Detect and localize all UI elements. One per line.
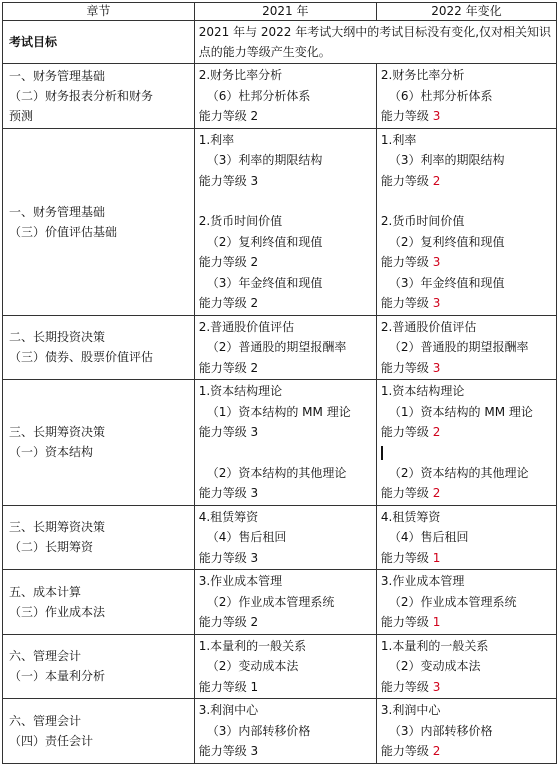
cell-2021 — [194, 699, 376, 764]
syllabus-comparison-table — [2, 2, 557, 764]
changed-level: 3 — [432, 109, 441, 123]
detail-line: （3）利率的期限结构 — [206, 153, 323, 167]
chapter-line: 二、长期投资决策 — [9, 330, 106, 345]
cell-2022 — [376, 380, 556, 506]
detail-text: 2.普通股价值评估 — [380, 319, 477, 334]
detail-line — [381, 592, 552, 613]
detail-text: 能力等级 — [380, 425, 433, 439]
detail-text: 3.利润中心 — [380, 703, 441, 717]
detail-text: （3）内部转移价格 — [388, 723, 493, 738]
detail-line — [381, 337, 552, 358]
detail-text: （6）杜邦分析体系 — [388, 88, 493, 103]
chapter-line: （三）价值评估基础 — [9, 224, 118, 239]
detail-line — [381, 422, 552, 443]
header-row — [3, 3, 557, 21]
detail-text: （2）复利终值和现值 — [388, 234, 505, 249]
chapter-line: （三）债券、股票价值评估 — [9, 350, 154, 365]
detail-line — [381, 252, 552, 273]
table-row — [3, 315, 557, 380]
table-row — [3, 128, 557, 315]
table-row — [3, 64, 557, 129]
detail-text: （2）变动成本法 — [388, 659, 481, 673]
detail-text: 能力等级 — [380, 109, 433, 123]
detail-line: 3.利润中心 — [198, 703, 259, 717]
detail-line: 能力等级 3 — [198, 173, 259, 188]
detail-line — [381, 171, 552, 192]
detail-line — [381, 381, 552, 402]
detail-line — [381, 656, 552, 677]
detail-text: 2.财务比率分析 — [380, 68, 465, 82]
chapter-line: 一、财务管理基础 — [9, 68, 106, 83]
detail-text: （1）资本结构的 MM 理论 — [388, 404, 533, 419]
detail-line — [381, 150, 552, 171]
table-row — [3, 380, 557, 506]
changed-level: 1 — [432, 550, 441, 565]
changed-level: 3 — [432, 255, 441, 269]
detail-line — [381, 191, 552, 211]
detail-line: 2.普通股价值评估 — [198, 319, 295, 334]
detail-line: 1.资本结构理论 — [198, 384, 283, 398]
table-row — [3, 634, 557, 699]
objective-text: 2021 年与 2022 年考试大纲中的考试目标没有变化,仅对相关知识点的能力等级产生变化。 — [194, 21, 556, 64]
changed-level: 1 — [432, 615, 441, 629]
detail-line: 1.本量利的一般关系 — [198, 638, 307, 653]
detail-line: （2）普通股的期望报酬率 — [206, 340, 347, 354]
detail-line: 3.作业成本管理 — [198, 574, 283, 588]
detail-line: 能力等级 3 — [198, 550, 259, 565]
chapter-cell — [3, 380, 195, 506]
detail-line: 能力等级 3 — [198, 744, 259, 758]
detail-text: （2）普通股的期望报酬率 — [388, 340, 529, 354]
detail-text: 能力等级 — [380, 550, 433, 565]
detail-text: 能力等级 — [380, 360, 433, 375]
detail-line: 能力等级 2 — [198, 109, 259, 123]
chapter-line: 六、管理会计 — [9, 649, 82, 664]
chapter-line: （二）财务报表分析和财务 — [9, 88, 154, 103]
chapter-cell — [3, 128, 195, 315]
chapter-line: （二）长期筹资 — [9, 540, 94, 555]
detail-line: （3）年金终值和现值 — [206, 275, 323, 290]
cell-2022 — [376, 64, 556, 129]
header-2022: 2022 年变化 — [376, 3, 556, 21]
cell-2021 — [194, 64, 376, 129]
detail-text: 1.资本结构理论 — [380, 384, 465, 398]
chapter-line: 一、财务管理基础 — [9, 204, 106, 219]
detail-line: （6）杜邦分析体系 — [206, 88, 311, 103]
chapter-cell — [3, 315, 195, 380]
detail-line — [381, 130, 552, 151]
detail-line — [381, 211, 552, 232]
chapter-line: 三、长期筹资决策 — [9, 425, 106, 440]
table-row — [3, 570, 557, 635]
detail-text: （3）年金终值和现值 — [388, 275, 505, 290]
detail-line: （4）售后租回 — [206, 530, 287, 544]
cell-2022 — [376, 570, 556, 635]
detail-line: 能力等级 3 — [198, 425, 259, 439]
detail-line — [381, 232, 552, 253]
cell-2022 — [376, 505, 556, 570]
detail-text: （2）作业成本管理系统 — [388, 594, 517, 609]
header-chapter: 章节 — [3, 3, 195, 21]
changed-level: 3 — [432, 360, 441, 375]
chapter-line: 六、管理会计 — [9, 713, 82, 728]
header-2021: 2021 年 — [194, 3, 376, 21]
detail-line: 2.货币时间价值 — [198, 214, 283, 228]
detail-text: 能力等级 — [380, 615, 433, 629]
detail-line — [381, 273, 552, 294]
cell-2021 — [194, 128, 376, 315]
text-cursor — [381, 446, 383, 460]
detail-line: （1）资本结构的 MM 理论 — [206, 404, 351, 419]
detail-line — [381, 721, 552, 742]
cell-2021 — [194, 570, 376, 635]
detail-text: 3.作业成本管理 — [380, 574, 465, 588]
detail-line — [381, 463, 552, 484]
detail-text: 能力等级 — [380, 744, 433, 758]
detail-line — [381, 86, 552, 107]
detail-line: 能力等级 2 — [198, 360, 259, 375]
detail-line — [381, 612, 552, 633]
detail-line — [381, 483, 552, 504]
cell-2022 — [376, 699, 556, 764]
changed-level: 2 — [432, 486, 441, 500]
changed-level: 2 — [432, 173, 441, 188]
detail-line: （3）内部转移价格 — [206, 723, 311, 738]
objective-row — [3, 21, 557, 64]
changed-level: 2 — [432, 744, 441, 758]
cell-2021 — [194, 315, 376, 380]
detail-text: 1.本量利的一般关系 — [380, 638, 489, 653]
table-row — [3, 505, 557, 570]
detail-line — [381, 293, 552, 314]
detail-line: 1.利率 — [198, 132, 235, 147]
detail-line — [381, 507, 552, 528]
detail-text: 能力等级 — [380, 679, 433, 694]
detail-line — [381, 636, 552, 657]
cell-2021 — [194, 634, 376, 699]
detail-line — [381, 402, 552, 423]
chapter-line: （三）作业成本法 — [9, 604, 106, 619]
detail-line: （2）变动成本法 — [206, 659, 299, 673]
detail-line — [381, 317, 552, 338]
detail-line — [381, 741, 552, 762]
chapter-line: 预测 — [9, 108, 34, 123]
detail-text: 能力等级 — [380, 255, 433, 269]
detail-line — [381, 700, 552, 721]
cell-2022 — [376, 128, 556, 315]
detail-line: 能力等级 2 — [198, 296, 259, 310]
detail-line — [381, 358, 552, 379]
detail-line — [381, 571, 552, 592]
cell-2022 — [376, 634, 556, 699]
cell-2022 — [376, 315, 556, 380]
detail-text: 4.租赁筹资 — [380, 509, 441, 524]
cell-2021 — [194, 380, 376, 506]
changed-level: 3 — [432, 679, 441, 694]
detail-line: （2）复利终值和现值 — [206, 234, 323, 249]
changed-level: 3 — [432, 296, 441, 310]
chapter-line: （四）责任会计 — [9, 733, 94, 748]
detail-line — [381, 548, 552, 569]
chapter-line: （一）本量利分析 — [9, 669, 106, 684]
detail-text: （4）售后租回 — [388, 530, 469, 544]
detail-text: 2.货币时间价值 — [380, 214, 465, 228]
detail-line: 能力等级 1 — [198, 679, 259, 694]
objective-label: 考试目标 — [3, 21, 195, 64]
chapter-cell — [3, 570, 195, 635]
detail-line — [199, 443, 372, 463]
detail-line — [381, 527, 552, 548]
changed-level: 2 — [432, 425, 441, 439]
chapter-cell — [3, 699, 195, 764]
chapter-cell — [3, 64, 195, 129]
table-row — [3, 699, 557, 764]
detail-text: 能力等级 — [380, 173, 433, 188]
detail-line — [381, 677, 552, 698]
detail-line: （2）作业成本管理系统 — [206, 594, 335, 609]
detail-text: 能力等级 — [380, 486, 433, 500]
detail-line — [381, 106, 552, 127]
detail-text: （2）资本结构的其他理论 — [388, 465, 529, 480]
detail-text: （3）利率的期限结构 — [388, 153, 505, 167]
chapter-line: 五、成本计算 — [9, 584, 82, 599]
detail-line: 能力等级 3 — [198, 486, 259, 500]
detail-line: 能力等级 2 — [198, 255, 259, 269]
detail-line: 4.租赁筹资 — [198, 509, 259, 524]
chapter-line: （一）资本结构 — [9, 445, 94, 460]
chapter-cell — [3, 634, 195, 699]
chapter-line: 三、长期筹资决策 — [9, 520, 106, 535]
detail-line — [381, 443, 552, 463]
detail-text: 能力等级 — [380, 296, 433, 310]
detail-line: （2）资本结构的其他理论 — [206, 465, 347, 480]
chapter-cell — [3, 505, 195, 570]
detail-text: 1.利率 — [380, 132, 417, 147]
detail-line: 能力等级 2 — [198, 615, 259, 629]
cell-2021 — [194, 505, 376, 570]
detail-line: 2.财务比率分析 — [198, 68, 283, 82]
detail-line — [381, 65, 552, 86]
detail-line — [199, 191, 372, 211]
